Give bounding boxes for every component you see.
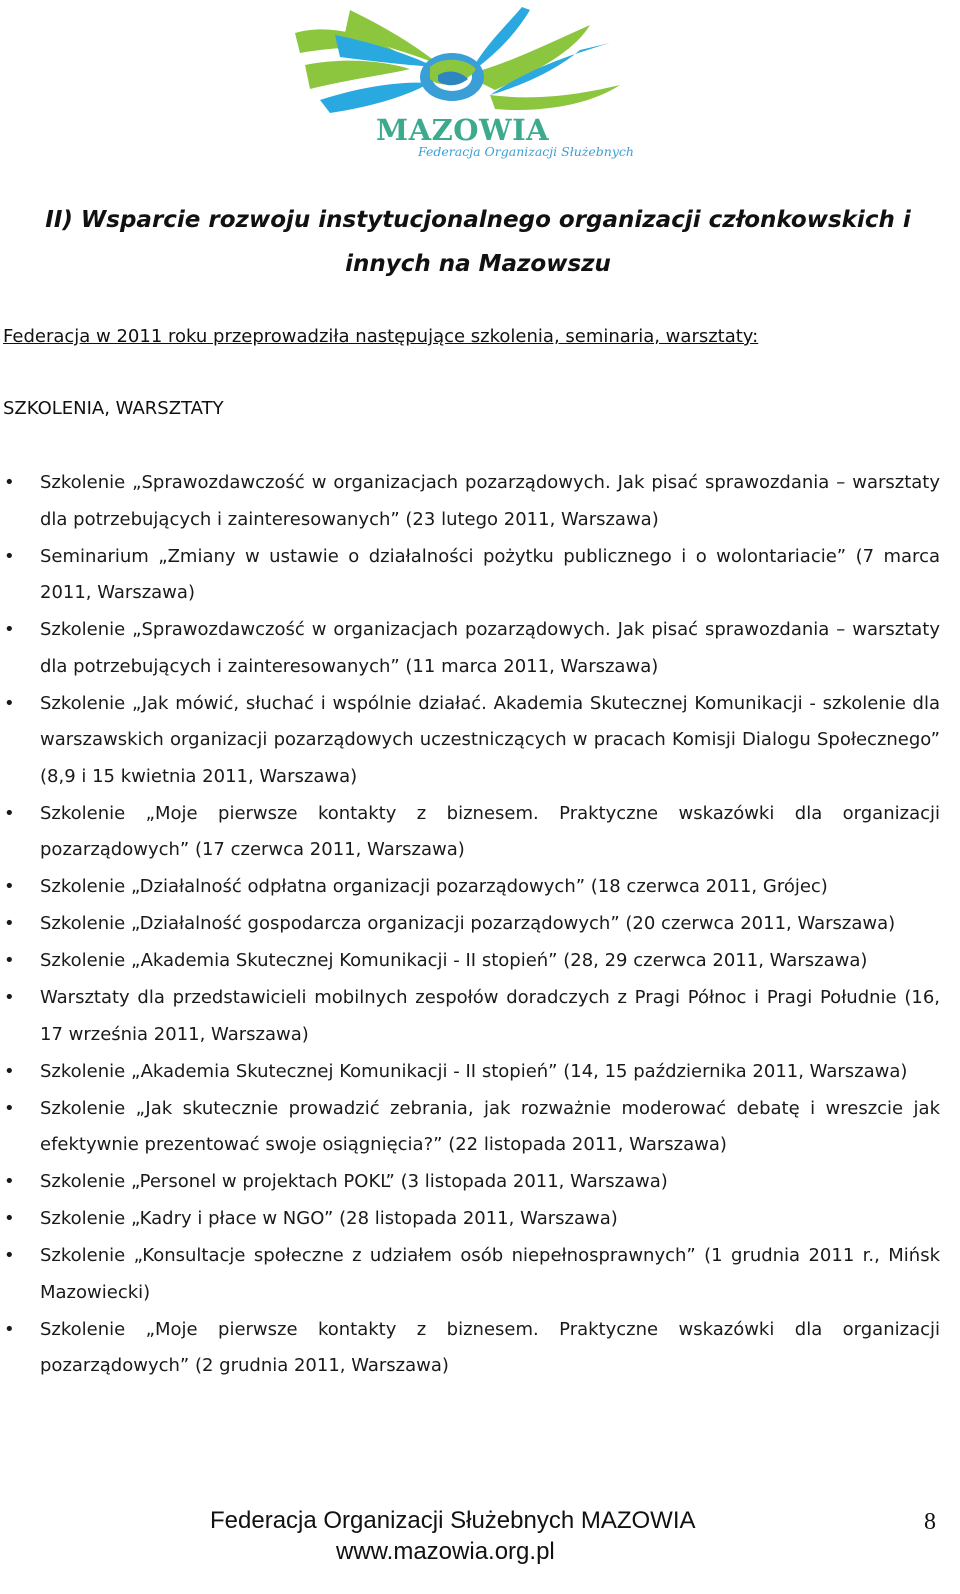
list-item	[0, 1238, 940, 1311]
footer-url: www.mazowia.org.pl	[336, 1538, 555, 1565]
event-text: Szkolenie „Jak mówić, słuchać i wspólnie działać. Akademia Skutecznej Komunikacji - szkolenie dla warszawskich organizacji pozarządowych uczestniczących w pracach Komisji Dialogu Społecznego” (8,9 i 15 kwietnia 2011, Warszawa)	[40, 692, 940, 787]
list-item	[0, 1054, 940, 1091]
bullet: •	[4, 950, 15, 971]
list-item	[0, 906, 940, 943]
event-text: Seminarium „Zmiany w ustawie o działalności pożytku publicznego i o wolontariacie” (7 marca 2011, Warszawa)	[40, 545, 940, 603]
bullet: •	[4, 1245, 15, 1266]
bullet: •	[4, 1208, 15, 1229]
bullet: •	[4, 619, 15, 640]
event-list	[0, 465, 940, 1385]
page-number: 8	[924, 1509, 936, 1535]
event-text: Szkolenie „Kadry i płace w NGO” (28 listopada 2011, Warszawa)	[40, 1208, 618, 1229]
list-item	[0, 1201, 940, 1238]
list-item	[0, 539, 940, 612]
list-item	[0, 943, 940, 980]
footer-org-name: Federacja Organizacji Służebnych MAZOWIA	[210, 1507, 696, 1534]
list-item	[0, 686, 940, 796]
bullet: •	[4, 545, 15, 567]
list-item	[0, 1312, 940, 1385]
event-text: Warsztaty dla przedstawicieli mobilnych zespołów doradczych z Pragi Północ i Pragi Południe (16, 17 września 2011, Warszawa)	[40, 987, 940, 1045]
event-text: Szkolenie „Moje pierwsze kontakty z biznesem. Praktyczne wskazówki dla organizacji pozarządowych” (17 czerwca 2011, Warszawa)	[40, 802, 940, 860]
event-text: Szkolenie „Działalność odpłatna organizacji pozarządowych” (18 czerwca 2011, Grójec)	[40, 876, 828, 897]
event-text: Szkolenie „Personel w projektach POKL” (3 listopada 2011, Warszawa)	[40, 1171, 668, 1192]
list-item	[0, 465, 940, 538]
list-item	[0, 1164, 940, 1201]
event-text: Szkolenie „Sprawozdawczość w organizacjach pozarządowych. Jak pisać sprawozdania – warsztaty dla potrzebujących i zainteresowanych” (23 lutego 2011, Warszawa)	[40, 472, 940, 530]
category-heading: SZKOLENIA, WARSZTATY	[3, 398, 224, 419]
bullet: •	[4, 876, 15, 897]
event-text: Szkolenie „Akademia Skutecznej Komunikacji - II stopień” (28, 29 czerwca 2011, Warszawa)	[40, 950, 868, 971]
knot-ribbon-logo-icon	[290, 5, 630, 117]
bullet: •	[4, 987, 15, 1008]
bullet: •	[4, 1318, 15, 1340]
event-text: Szkolenie „Konsultacje społeczne z udziałem osób niepełnosprawnych” (1 grudnia 2011 r., Mińsk Mazowiecki)	[40, 1245, 940, 1303]
event-text: Szkolenie „Jak skutecznie prowadzić zebrania, jak rozważnie moderować debatę i wreszcie jak efektywnie prezentować swoje osiągnięcia?” (22 listopada 2011, Warszawa)	[40, 1097, 940, 1155]
list-item	[0, 612, 940, 685]
list-item	[0, 1091, 940, 1164]
mazowia-logo	[290, 5, 634, 160]
bullet: •	[4, 1097, 15, 1119]
bullet: •	[4, 802, 15, 824]
section-title: II) Wsparcie rozwoju instytucjonalnego organizacji członkowskich i innych na Mazowszu	[45, 207, 911, 277]
logo-subtitle: Federacja Organizacji Służebnych	[418, 144, 634, 159]
event-text: Szkolenie „Sprawozdawczość w organizacjach pozarządowych. Jak pisać sprawozdania – warsztaty dla potrzebujących i zainteresowanych” (11 marca 2011, Warszawa)	[40, 619, 940, 677]
event-text: Szkolenie „Moje pierwsze kontakty z biznesem. Praktyczne wskazówki dla organizacji pozarządowych” (2 grudnia 2011, Warszawa)	[40, 1318, 940, 1376]
intro-text: Federacja w 2011 roku przeprowadziła następujące szkolenia, seminaria, warsztaty:	[3, 326, 759, 347]
list-item	[0, 869, 940, 906]
list-item	[0, 796, 940, 869]
event-text: Szkolenie „Akademia Skutecznej Komunikacji - II stopień” (14, 15 października 2011, Warszawa)	[40, 1060, 908, 1082]
event-text: Szkolenie „Działalność gospodarcza organizacji pozarządowych” (20 czerwca 2011, Warszawa)	[40, 913, 896, 934]
bullet: •	[4, 472, 15, 493]
bullet: •	[4, 913, 15, 934]
bullet: •	[4, 1060, 15, 1082]
bullet: •	[4, 1171, 15, 1192]
logo-name: MAZOWIA	[376, 113, 550, 147]
bullet: •	[4, 692, 15, 714]
list-item	[0, 980, 940, 1053]
